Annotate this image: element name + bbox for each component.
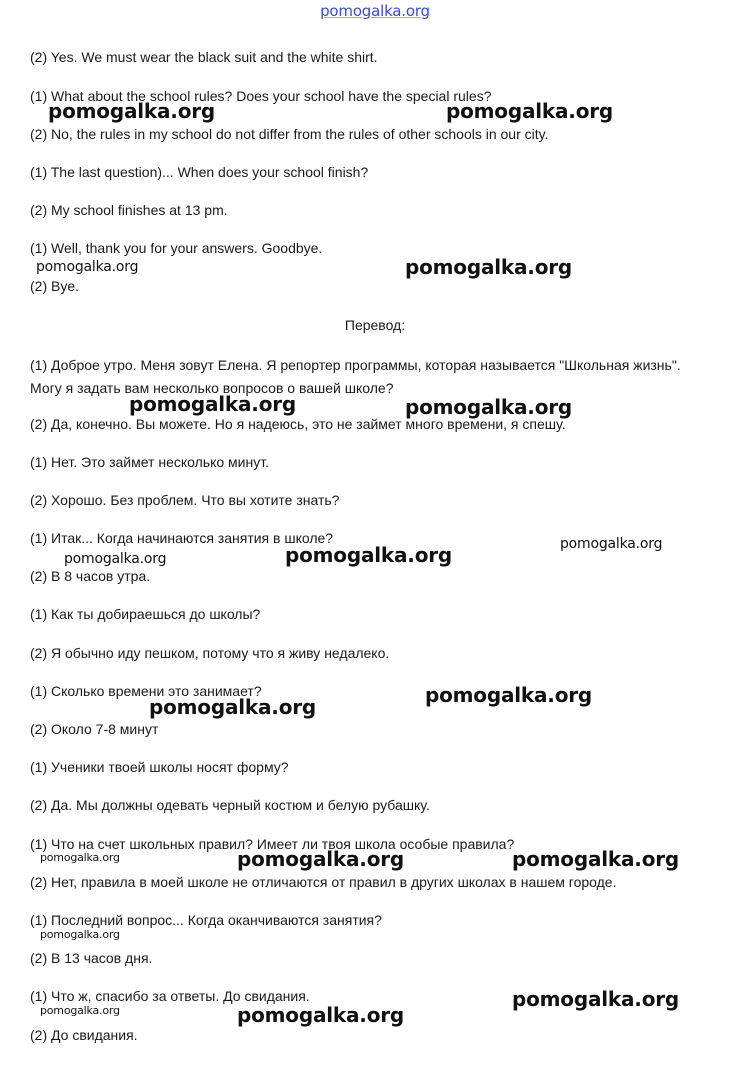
watermark: pomogalka.org [425,683,593,707]
dialogue-line: (1) Well, thank you for your answers. Goodbye. [30,240,323,256]
watermark: pomogalka.org [512,987,680,1011]
watermark: pomogalka.org [237,1003,405,1027]
dialogue-line: (2) Да, конечно. Вы можете. Но я надеюсь, это не займет много времени, я спешу. [30,416,566,432]
dialogue-line: (2) До свидания. [30,1027,138,1043]
dialogue-line: (1) Как ты добираешься до школы? [30,606,261,622]
dialogue-line: (1) Доброе утро. Меня зовут Елена. Я репортер программы, которая называется "Школьная жизнь". Могу я задать вам несколько вопросов о вашей школе? [30,357,681,396]
watermark: pomogalka.org [40,851,120,864]
dialogue-line: (2) Хорошо. Без проблем. Что вы хотите знать? [30,492,340,508]
dialogue-line: (2) Yes. We must wear the black suit and the white shirt. [30,49,378,65]
dialogue-line: (2) No, the rules in my school do not differ from the rules of other schools in our city. [30,126,549,142]
watermark: pomogalka.org [560,536,663,552]
watermark: pomogalka.org [446,99,614,123]
dialogue-line: (2) Я обычно иду пешком, потому что я живу недалеко. [30,645,390,661]
watermark: pomogalka.org [64,551,167,567]
watermark: pomogalka.org [48,99,216,123]
dialogue-line: (1) The last question)... When does your school finish? [30,164,369,180]
dialogue-line: (2) В 13 часов дня. [30,950,153,966]
watermark: pomogalka.org [405,395,573,419]
watermark: pomogalka.org [36,259,139,275]
watermark: pomogalka.org [285,543,453,567]
dialogue-line: (2) Да. Мы должны одевать черный костюм и белую рубашку. [30,797,430,813]
dialogue-line: (1) Сколько времени это занимает? [30,683,262,699]
dialogue-line: (2) Bye. [30,278,80,294]
dialogue-line: (2) Нет, правила в моей школе не отличаются от правил в других школах в нашем городе. [30,874,617,890]
dialogue-line: (1) Нет. Это займет несколько минут. [30,454,269,470]
watermark: pomogalka.org [129,392,297,416]
dialogue-line: (1) What about the school rules? Does your school have the special rules? [30,88,492,104]
watermark: pomogalka.org [237,847,405,871]
watermark: pomogalka.org [149,695,317,719]
translation-heading: Перевод: [344,317,406,333]
watermark: pomogalka.org [512,847,680,871]
dialogue-line: (2) В 8 часов утра. [30,568,151,584]
dialogue-line: (1) Итак... Когда начинаются занятия в школе? [30,530,334,546]
watermark: pomogalka.org [40,928,120,941]
dialogue-line: (1) Ученики твоей школы носят форму? [30,759,289,775]
dialogue-line: (1) Что на счет школьных правил? Имеет ли твоя школа особые правила? [30,836,515,852]
dialogue-line: (1) Что ж, спасибо за ответы. До свидания. [30,988,310,1004]
watermark: pomogalka.org [320,2,430,20]
watermark: pomogalka.org [405,255,573,279]
dialogue-line: (2) My school finishes at 13 pm. [30,202,228,218]
dialogue-line: (1) Последний вопрос... Когда оканчиваются занятия? [30,912,382,928]
watermark: pomogalka.org [40,1004,120,1017]
dialogue-line: (2) Около 7-8 минут [30,721,159,737]
